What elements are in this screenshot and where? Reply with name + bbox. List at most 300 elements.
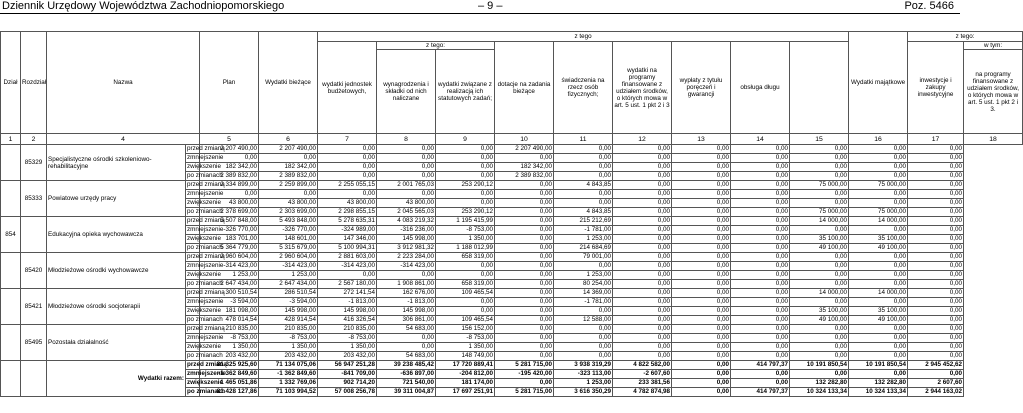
value-cell: 0,00 xyxy=(790,325,849,334)
value-cell: 0,00 xyxy=(377,145,436,154)
column-number: 5 xyxy=(200,134,259,145)
value-cell: 49 100,00 xyxy=(849,316,908,325)
value-cell: 0,00 xyxy=(731,352,790,361)
value-cell: 0,00 xyxy=(318,154,377,163)
value-cell: 0,00 xyxy=(672,307,731,316)
row-label: zmniejszenie xyxy=(187,154,224,161)
value-cell: 0,00 xyxy=(613,271,672,280)
value-cell: 0,00 xyxy=(436,271,495,280)
row-label: zwiększenie xyxy=(187,271,221,278)
value-cell: 0,00 xyxy=(436,307,495,316)
value-cell: 0,00 xyxy=(554,352,613,361)
column-number: 10 xyxy=(495,134,554,145)
value-cell: 0,00 xyxy=(200,190,259,199)
value-cell: 1 350,00 xyxy=(200,343,259,352)
value-cell: 0,00 xyxy=(613,217,672,226)
rozdzial-cell: 85495 xyxy=(21,325,47,361)
value-cell: 0,00 xyxy=(318,145,377,154)
value-cell: 0,00 xyxy=(318,172,377,181)
col-plan: Plan xyxy=(200,32,259,134)
value-cell: 1 465 051,86 xyxy=(200,379,259,388)
value-cell: 0,00 xyxy=(672,271,731,280)
value-cell: 2 647 434,00 xyxy=(200,280,259,289)
value-cell: 0,00 xyxy=(790,253,849,262)
value-cell: 0,00 xyxy=(613,262,672,271)
value-cell: 0,00 xyxy=(318,190,377,199)
value-cell: 1 253,00 xyxy=(554,379,613,388)
value-cell: 0,00 xyxy=(554,343,613,352)
value-cell: 0,00 xyxy=(672,199,731,208)
col-w-tym: w tym: xyxy=(964,42,1023,50)
value-cell: 5 281 715,00 xyxy=(495,388,554,397)
value-cell: -1 781,00 xyxy=(554,226,613,235)
value-cell: 0,00 xyxy=(849,298,908,307)
value-cell: 0,00 xyxy=(849,352,908,361)
value-cell: 0,00 xyxy=(849,190,908,199)
col-group-z-tego-majatkowe: z tego: xyxy=(908,32,1023,42)
row-label: zwiększenie xyxy=(187,343,221,350)
value-cell: 17 697 251,91 xyxy=(436,388,495,397)
value-cell: 0,00 xyxy=(613,253,672,262)
value-cell: 54 683,00 xyxy=(377,352,436,361)
col-inwestycje: inwestycje i zakupy inwestycyjne xyxy=(908,42,964,134)
value-cell: 5 278 635,31 xyxy=(318,217,377,226)
col-wydatki-majatkowe: Wydatki majątkowe xyxy=(849,32,908,134)
value-cell: 0,00 xyxy=(731,154,790,163)
value-cell: 4 083 219,32 xyxy=(377,217,436,226)
value-cell: 0,00 xyxy=(495,190,554,199)
value-cell: 2 207 490,00 xyxy=(259,145,318,154)
value-cell: 203 432,00 xyxy=(259,352,318,361)
value-cell: 0,00 xyxy=(672,370,731,379)
value-cell: 215 212,69 xyxy=(554,217,613,226)
value-cell: 0,00 xyxy=(495,181,554,190)
value-cell: 0,00 xyxy=(495,334,554,343)
row-label: po zmianach xyxy=(187,244,223,251)
value-cell: 39 238 485,42 xyxy=(377,361,436,370)
row-label: po zmianach xyxy=(187,388,226,395)
value-cell: 0,00 xyxy=(495,307,554,316)
value-cell: 414 797,37 xyxy=(731,361,790,370)
row-label: przed zmianą xyxy=(187,145,225,152)
value-cell: -324 989,00 xyxy=(318,226,377,235)
value-cell: 0,00 xyxy=(495,235,554,244)
value-cell: 2 567 180,00 xyxy=(318,280,377,289)
value-cell: 182 342,00 xyxy=(495,163,554,172)
col-wynagrodzenia: wynagrodzenia i składki od nich naliczane xyxy=(377,50,436,134)
row-label: przed zmianą xyxy=(187,217,225,224)
col-spacer xyxy=(790,42,849,134)
row-label: zmniejszenie xyxy=(187,226,224,233)
column-number: 6 xyxy=(259,134,318,145)
value-cell: 81 428 127,86 xyxy=(200,388,259,397)
row-label: zmniejszenie xyxy=(187,262,224,269)
value-cell: 0,00 xyxy=(672,298,731,307)
value-cell: 0,00 xyxy=(731,298,790,307)
value-cell: -841 709,00 xyxy=(318,370,377,379)
value-cell: 0,00 xyxy=(731,343,790,352)
value-cell: 1 332 769,06 xyxy=(259,379,318,388)
value-cell: 0,00 xyxy=(672,172,731,181)
dzial-cell xyxy=(1,253,21,289)
value-cell: 79 001,00 xyxy=(554,253,613,262)
budget-table xyxy=(0,31,1023,397)
row-label: przed zmianą xyxy=(187,181,225,188)
value-cell: 0,00 xyxy=(908,334,964,343)
value-cell: 181 098,00 xyxy=(200,307,259,316)
col-group-z-tego: z tego xyxy=(318,32,849,42)
value-cell: 0,00 xyxy=(613,235,672,244)
value-cell: 0,00 xyxy=(908,226,964,235)
value-cell: 0,00 xyxy=(731,145,790,154)
value-cell: -1 813,00 xyxy=(318,298,377,307)
value-cell: 0,00 xyxy=(731,307,790,316)
value-cell: 10 324 133,34 xyxy=(790,388,849,397)
value-cell: 4 782 874,98 xyxy=(613,388,672,397)
value-cell: 300 510,54 xyxy=(200,289,259,298)
rozdzial-cell: 85333 xyxy=(21,181,47,217)
value-cell: 0,00 xyxy=(672,334,731,343)
row-label: zmniejszenie xyxy=(187,370,226,377)
nazwa-cell: Wydatki razem: xyxy=(47,361,186,397)
value-cell: 478 014,54 xyxy=(200,316,259,325)
value-cell: -314 423,00 xyxy=(377,262,436,271)
value-cell: 0,00 xyxy=(908,343,964,352)
value-cell: 2 207 490,00 xyxy=(200,145,259,154)
value-cell: 0,00 xyxy=(790,298,849,307)
value-cell: 0,00 xyxy=(672,181,731,190)
value-cell: 0,00 xyxy=(908,316,964,325)
value-cell: 0,00 xyxy=(554,145,613,154)
table-row xyxy=(1,145,1023,154)
value-cell: 0,00 xyxy=(790,343,849,352)
value-cell: 214 684,69 xyxy=(554,244,613,253)
header-rule xyxy=(0,13,960,14)
value-cell: -8 753,00 xyxy=(259,334,318,343)
value-cell: 210 835,00 xyxy=(259,325,318,334)
value-cell: 0,00 xyxy=(613,325,672,334)
value-cell: 0,00 xyxy=(731,235,790,244)
value-cell: 2 223 284,00 xyxy=(377,253,436,262)
value-cell: 5 493 848,00 xyxy=(259,217,318,226)
value-cell: 0,00 xyxy=(849,253,908,262)
value-cell: 0,00 xyxy=(790,280,849,289)
value-cell: 3 938 319,29 xyxy=(554,361,613,370)
value-cell: 0,00 xyxy=(849,154,908,163)
table-row xyxy=(1,217,1023,226)
value-cell: 0,00 xyxy=(790,226,849,235)
value-cell: 0,00 xyxy=(672,280,731,289)
value-cell: 2 881 603,00 xyxy=(318,253,377,262)
row-label: przed zmianą xyxy=(187,361,227,368)
value-cell: 10 191 850,54 xyxy=(790,361,849,370)
value-cell: 1 253,00 xyxy=(259,271,318,280)
value-cell: 0,00 xyxy=(849,145,908,154)
value-cell: 5 364 779,00 xyxy=(200,244,259,253)
value-cell: 0,00 xyxy=(731,316,790,325)
value-cell: 0,00 xyxy=(908,271,964,280)
col-group-z-tego-jednostek: z tego: xyxy=(377,42,495,50)
value-cell: 75 000,00 xyxy=(790,208,849,217)
value-cell: 0,00 xyxy=(731,199,790,208)
value-cell: 0,00 xyxy=(908,244,964,253)
dzial-cell xyxy=(1,181,21,217)
value-cell: 0,00 xyxy=(495,379,554,388)
value-cell: 0,00 xyxy=(495,289,554,298)
table-header xyxy=(1,32,1023,145)
value-cell: -314 423,00 xyxy=(200,262,259,271)
value-cell: 0,00 xyxy=(908,190,964,199)
value-cell: 57 008 256,78 xyxy=(318,388,377,397)
value-cell: 0,00 xyxy=(731,271,790,280)
value-cell: 253 290,12 xyxy=(436,208,495,217)
column-number: 7 xyxy=(318,134,377,145)
column-number: 1 xyxy=(1,134,21,145)
value-cell: 71 103 994,52 xyxy=(259,388,318,397)
value-cell: 0,00 xyxy=(495,244,554,253)
col-zadania-statutowe: wydatki związane z realizacją ich statutowych zadań; xyxy=(436,50,495,134)
col-poreczenia: wypłaty z tytułu poręczeń i gwarancji xyxy=(672,42,731,134)
value-cell: 0,00 xyxy=(731,208,790,217)
value-cell: 0,00 xyxy=(377,172,436,181)
value-cell: 0,00 xyxy=(731,163,790,172)
value-cell: 0,00 xyxy=(613,316,672,325)
value-cell: 1 350,00 xyxy=(259,343,318,352)
value-cell: 156 152,00 xyxy=(436,325,495,334)
column-number: 16 xyxy=(849,134,908,145)
row-label: przed zmianą xyxy=(187,289,225,296)
value-cell: -3 594,00 xyxy=(200,298,259,307)
value-cell: 0,00 xyxy=(849,334,908,343)
value-cell: 0,00 xyxy=(731,181,790,190)
row-label: po zmianach xyxy=(187,316,223,323)
value-cell: 0,00 xyxy=(908,208,964,217)
value-cell: 0,00 xyxy=(849,163,908,172)
value-cell: 49 100,00 xyxy=(849,244,908,253)
value-cell: 12 588,00 xyxy=(554,316,613,325)
value-cell: 5 507 848,00 xyxy=(200,217,259,226)
value-cell: 0,00 xyxy=(790,352,849,361)
value-cell: 4 843,85 xyxy=(554,181,613,190)
value-cell: 0,00 xyxy=(849,325,908,334)
value-cell: 49 100,00 xyxy=(790,244,849,253)
value-cell: 14 000,00 xyxy=(849,217,908,226)
value-cell: 0,00 xyxy=(908,307,964,316)
value-cell: 0,00 xyxy=(790,163,849,172)
value-cell: 148 749,00 xyxy=(436,352,495,361)
value-cell: 0,00 xyxy=(790,199,849,208)
value-cell: 109 465,54 xyxy=(436,289,495,298)
value-cell: 0,00 xyxy=(672,226,731,235)
value-cell: 0,00 xyxy=(790,190,849,199)
value-cell: 0,00 xyxy=(554,334,613,343)
value-cell: 902 714,20 xyxy=(318,379,377,388)
table-row xyxy=(1,325,1023,334)
value-cell: 14 000,00 xyxy=(849,289,908,298)
row-label: zmniejszenie xyxy=(187,298,224,305)
nazwa-cell: Powiatowe urzędy pracy xyxy=(47,181,186,217)
value-cell: 0,00 xyxy=(731,217,790,226)
value-cell: 0,00 xyxy=(436,163,495,172)
col-obsluga-dlugu: obsługa długu xyxy=(731,42,790,134)
value-cell: 0,00 xyxy=(908,280,964,289)
column-number: 11 xyxy=(554,134,613,145)
value-cell: -2 607,60 xyxy=(613,370,672,379)
value-cell: -636 897,00 xyxy=(377,370,436,379)
page-number: – 9 – xyxy=(478,0,503,12)
value-cell: 0,00 xyxy=(672,289,731,298)
value-cell: 0,00 xyxy=(436,262,495,271)
value-cell: 0,00 xyxy=(672,352,731,361)
value-cell: 0,00 xyxy=(908,154,964,163)
value-cell: 0,00 xyxy=(672,154,731,163)
value-cell: 5 100 994,31 xyxy=(318,244,377,253)
value-cell: 2 647 434,00 xyxy=(259,280,318,289)
value-cell: 0,00 xyxy=(672,361,731,370)
column-number: 12 xyxy=(613,134,672,145)
value-cell: 0,00 xyxy=(908,163,964,172)
rozdzial-cell xyxy=(21,361,47,397)
value-cell: 0,00 xyxy=(672,208,731,217)
value-cell: 0,00 xyxy=(613,334,672,343)
value-cell: 162 676,00 xyxy=(377,289,436,298)
value-cell: 0,00 xyxy=(908,325,964,334)
value-cell: 2 298 855,15 xyxy=(318,208,377,217)
rozdzial-cell xyxy=(21,217,47,253)
value-cell: -1 781,00 xyxy=(554,298,613,307)
value-cell: 3 616 350,29 xyxy=(554,388,613,397)
value-cell: 0,00 xyxy=(672,343,731,352)
value-cell: 43 800,00 xyxy=(377,199,436,208)
value-cell: 80 254,00 xyxy=(554,280,613,289)
value-cell: 0,00 xyxy=(377,190,436,199)
value-cell: -314 423,00 xyxy=(259,262,318,271)
rozdzial-cell: 85329 xyxy=(21,145,47,181)
col-swiadczenia: świadczenia na rzecz osób fizycznych; xyxy=(554,42,613,134)
value-cell: 5 281 715,00 xyxy=(495,361,554,370)
value-cell: 0,00 xyxy=(318,271,377,280)
dzial-cell xyxy=(1,361,21,397)
position-number: Poz. 5466 xyxy=(904,0,954,12)
row-label: przed zmianą xyxy=(187,253,225,260)
value-cell: 1 253,00 xyxy=(200,271,259,280)
value-cell: 2 960 604,00 xyxy=(259,253,318,262)
value-cell: 0,00 xyxy=(849,199,908,208)
value-cell: 0,00 xyxy=(672,388,731,397)
value-cell: 0,00 xyxy=(731,226,790,235)
value-cell: 0,00 xyxy=(613,199,672,208)
value-cell: 0,00 xyxy=(908,172,964,181)
value-cell: 0,00 xyxy=(436,298,495,307)
column-number: 9 xyxy=(436,134,495,145)
value-cell: 10 191 850,54 xyxy=(849,361,908,370)
value-cell: 183 701,00 xyxy=(200,235,259,244)
value-cell: 0,00 xyxy=(613,343,672,352)
value-cell: 0,00 xyxy=(495,226,554,235)
value-cell: 132 282,80 xyxy=(790,379,849,388)
value-cell: -326 770,00 xyxy=(259,226,318,235)
value-cell: 0,00 xyxy=(731,289,790,298)
value-cell: -323 113,00 xyxy=(554,370,613,379)
table-row xyxy=(1,181,1023,190)
value-cell: 0,00 xyxy=(790,334,849,343)
row-label: po zmianach xyxy=(187,280,223,287)
value-cell: 658 319,00 xyxy=(436,280,495,289)
value-cell: 0,00 xyxy=(613,208,672,217)
nazwa-cell: Pozostała działalność xyxy=(47,325,186,361)
value-cell: 0,00 xyxy=(436,199,495,208)
dzial-cell xyxy=(1,325,21,361)
value-cell: 43 800,00 xyxy=(200,199,259,208)
value-cell: 203 432,00 xyxy=(200,352,259,361)
rozdzial-cell: 85420 xyxy=(21,253,47,289)
col-wydatki-biezace: Wydatki bieżące xyxy=(259,32,318,134)
value-cell: 182 342,00 xyxy=(200,163,259,172)
value-cell: 0,00 xyxy=(495,280,554,289)
value-cell: 5 315 679,00 xyxy=(259,244,318,253)
value-cell: 4 822 582,00 xyxy=(613,361,672,370)
value-cell: 1 253,00 xyxy=(554,271,613,280)
row-label: zwiększenie xyxy=(187,163,221,170)
row-label: zwiększenie xyxy=(187,199,221,206)
value-cell: 0,00 xyxy=(731,370,790,379)
value-cell: 0,00 xyxy=(731,334,790,343)
value-cell: 17 720 889,41 xyxy=(436,361,495,370)
nazwa-cell: Edukacyjna opieka wychowawcza xyxy=(47,217,186,253)
row-label: po zmianach xyxy=(187,208,223,215)
value-cell: 286 510,54 xyxy=(259,289,318,298)
dzial-cell: 854 xyxy=(1,217,21,253)
value-cell: 0,00 xyxy=(495,262,554,271)
value-cell: 0,00 xyxy=(790,172,849,181)
col-wydatki-jednostek: wydatki jednostek budżetowych, xyxy=(318,42,377,134)
value-cell: 416 326,54 xyxy=(318,316,377,325)
value-cell: 0,00 xyxy=(849,172,908,181)
value-cell: 2 960 604,00 xyxy=(200,253,259,262)
value-cell: 0,00 xyxy=(613,190,672,199)
value-cell: 0,00 xyxy=(554,325,613,334)
value-cell: 0,00 xyxy=(200,154,259,163)
value-cell: -195 420,00 xyxy=(495,370,554,379)
row-label: zmniejszenie xyxy=(187,334,224,341)
value-cell: 2 389 832,00 xyxy=(495,172,554,181)
value-cell: 145 998,00 xyxy=(377,235,436,244)
table-body xyxy=(1,145,1023,397)
value-cell: 1 350,00 xyxy=(436,235,495,244)
value-cell: 0,00 xyxy=(849,271,908,280)
value-cell: 0,00 xyxy=(554,262,613,271)
value-cell: 0,00 xyxy=(672,235,731,244)
value-cell: 0,00 xyxy=(554,163,613,172)
value-cell: 75 000,00 xyxy=(849,181,908,190)
value-cell: 0,00 xyxy=(259,190,318,199)
value-cell: 0,00 xyxy=(731,325,790,334)
rozdzial-cell: 85421 xyxy=(21,289,47,325)
value-cell: 0,00 xyxy=(436,190,495,199)
value-cell: 0,00 xyxy=(318,163,377,172)
value-cell: 0,00 xyxy=(849,280,908,289)
value-cell: 0,00 xyxy=(613,280,672,289)
value-cell: 0,00 xyxy=(554,154,613,163)
row-label: przed zmianą xyxy=(187,325,225,332)
value-cell: 0,00 xyxy=(731,280,790,289)
value-cell: 0,00 xyxy=(908,262,964,271)
value-cell: 0,00 xyxy=(613,289,672,298)
value-cell: -316 236,00 xyxy=(377,226,436,235)
value-cell: 428 914,54 xyxy=(259,316,318,325)
value-cell: 0,00 xyxy=(672,217,731,226)
value-cell: 0,00 xyxy=(908,298,964,307)
